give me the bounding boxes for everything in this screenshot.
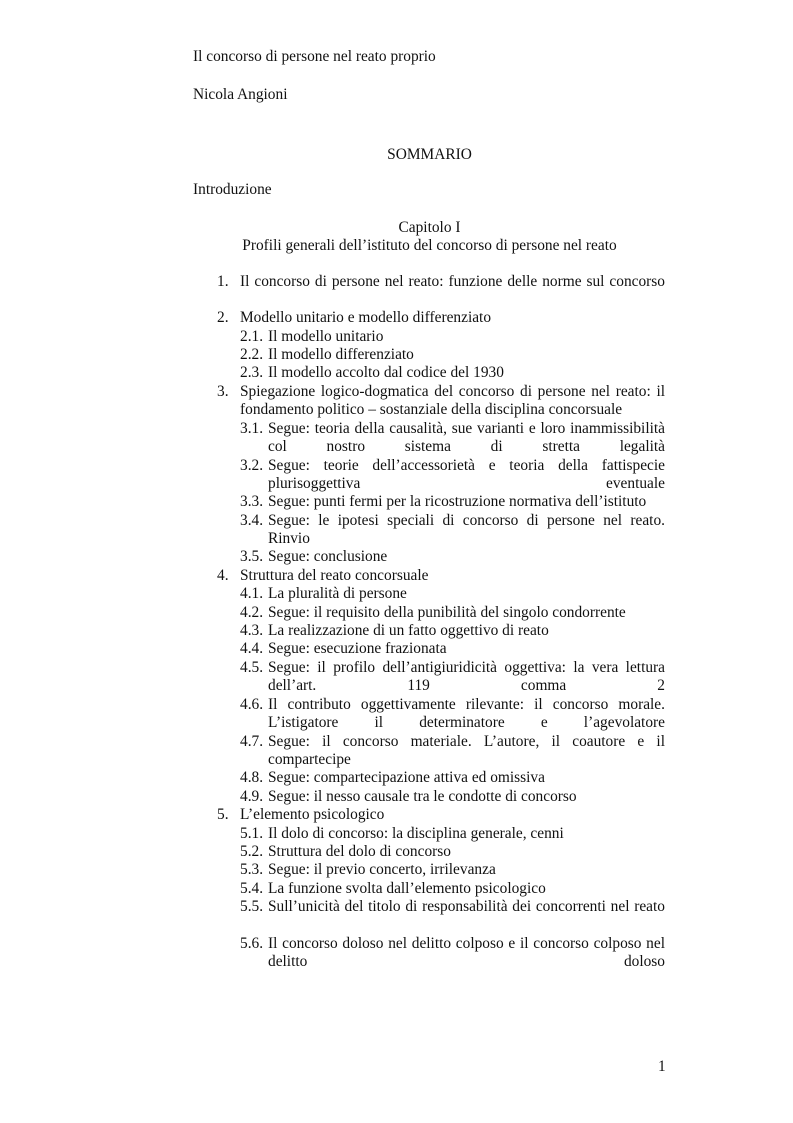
toc-item: Il modello accolto dal codice del 1930 — [268, 364, 504, 381]
toc-number: 4.9. — [240, 788, 264, 805]
introduction-heading: Introduzione — [193, 181, 272, 198]
toc-number: 3.1. — [240, 420, 264, 437]
toc-item: Sull’unicità del titolo di responsabilità dei concorrenti nel reato — [268, 898, 665, 915]
toc-number: 4.2. — [240, 604, 264, 621]
toc-item: L’elemento psicologico — [240, 806, 385, 823]
toc-number: 4.3. — [240, 622, 264, 639]
toc-item: Segue: il profilo dell’antigiuridicità oggettiva: la vera lettura dell’art. 119 comma 2 — [268, 659, 665, 695]
toc-item: Segue: esecuzione frazionata — [268, 640, 447, 657]
summary-heading: SOMMARIO — [387, 146, 472, 163]
toc-item: Segue: compartecipazione attiva ed omissiva — [268, 769, 545, 786]
toc-number: 4.8. — [240, 769, 264, 786]
toc-number: 5.4. — [240, 880, 264, 897]
toc-item: La pluralità di persone — [268, 585, 407, 602]
toc-item: La realizzazione di un fatto oggettivo di reato — [268, 622, 549, 639]
toc-item: Segue: il requisito della punibilità del singolo condorrente — [268, 604, 626, 621]
toc-number: 4. — [217, 567, 229, 584]
toc-item: La funzione svolta dall’elemento psicologico — [268, 880, 546, 897]
toc-number: 3.4. — [240, 512, 264, 529]
toc-number: 2. — [217, 309, 229, 326]
toc-number: 3.5. — [240, 548, 264, 565]
toc-item: Segue: le ipotesi speciali di concorso di persone nel reato. Rinvio — [268, 512, 665, 548]
toc-item: Struttura del dolo di concorso — [268, 843, 451, 860]
toc-item: Il modello differenziato — [268, 346, 414, 363]
toc-number: 3.3. — [240, 493, 264, 510]
chapter-label: Capitolo I — [398, 219, 461, 236]
toc-item: Segue: il previo concerto, irrilevanza — [268, 861, 496, 878]
toc-number: 5.1. — [240, 825, 264, 842]
toc-number: 5. — [217, 806, 229, 823]
toc-item: Segue: punti fermi per la ricostruzione normativa dell’istituto — [268, 493, 647, 510]
toc-item: Segue: il concorso materiale. L’autore, il coautore e il compartecipe — [268, 733, 665, 769]
toc-item: Il concorso doloso nel delitto colposo e il concorso colposo nel delitto doloso — [268, 935, 665, 971]
toc-number: 3. — [217, 383, 229, 400]
toc-item: Il modello unitario — [268, 328, 384, 345]
toc-number: 4.7. — [240, 733, 264, 750]
toc-number: 4.1. — [240, 585, 264, 602]
toc-item: Il concorso di persone nel reato: funzione delle norme sul concorso — [240, 273, 665, 290]
toc-number: 4.4. — [240, 640, 264, 657]
toc-number: 2.1. — [240, 328, 264, 345]
toc-number: 2.2. — [240, 346, 264, 363]
toc-number: 4.6. — [240, 696, 264, 713]
document-title: Il concorso di persone nel reato proprio — [193, 48, 436, 65]
toc-item: Segue: teorie dell’accessorietà e teoria della fattispecie plurisoggettiva eventuale — [268, 457, 665, 493]
toc-item: Spiegazione logico-dogmatica del concorso di persone nel reato: il fondamento politico – sostanziale della disciplina concorsuale — [240, 383, 665, 419]
toc-number: 2.3. — [240, 364, 264, 381]
page-number: 1 — [658, 1058, 666, 1075]
toc-item: Il contributo oggettivamente rilevante: il concorso morale. L’istigatore il determinatore e l’agevolatore — [268, 696, 665, 732]
author-name: Nicola Angioni — [193, 86, 288, 103]
toc-item: Il dolo di concorso: la disciplina generale, cenni — [268, 825, 564, 842]
toc-item: Segue: il nesso causale tra le condotte di concorso — [268, 788, 577, 805]
toc-item: Segue: teoria della causalità, sue varianti e loro inammissibilità col nostro sistema di stretta legalità — [268, 420, 665, 456]
toc-item: Modello unitario e modello differenziato — [240, 309, 492, 326]
toc-number: 5.2. — [240, 843, 264, 860]
toc-item: Segue: conclusione — [268, 548, 388, 565]
toc-number: 4.5. — [240, 659, 264, 676]
toc-number: 5.3. — [240, 861, 264, 878]
toc-item: Struttura del reato concorsuale — [240, 567, 429, 584]
toc-number: 1. — [217, 273, 229, 290]
toc-number: 5.6. — [240, 935, 264, 952]
toc-number: 3.2. — [240, 457, 264, 474]
toc-number: 5.5. — [240, 898, 264, 915]
chapter-title: Profili generali dell’istituto del concorso di persone nel reato — [242, 237, 617, 254]
